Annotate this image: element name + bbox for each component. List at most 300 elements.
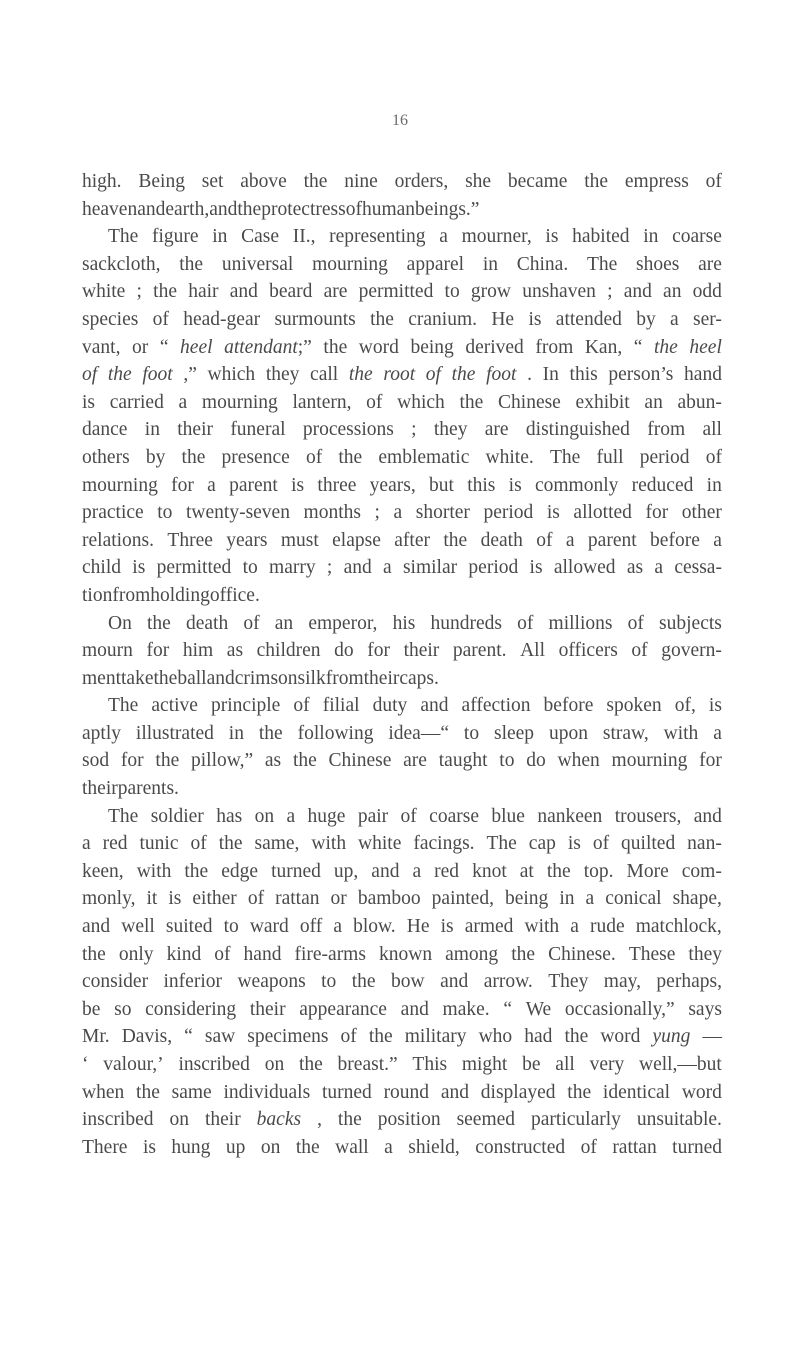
word: to (463, 722, 480, 744)
word: specimens (247, 1026, 329, 1048)
word: head-gear (183, 308, 261, 330)
page-number: 16 (392, 112, 408, 129)
word: is (545, 226, 559, 248)
word: the (459, 391, 484, 413)
word: take (121, 667, 154, 689)
word: but (428, 474, 454, 496)
word: in (559, 888, 575, 910)
word: wall (335, 1136, 369, 1158)
word: the (443, 529, 468, 551)
italic-word: the (654, 336, 678, 358)
word: the (546, 860, 571, 882)
word: above (240, 171, 287, 192)
word: Case (241, 226, 280, 248)
word: an (274, 612, 294, 634)
word: had (524, 1026, 553, 1048)
word: More (626, 860, 669, 882)
word: marry (269, 557, 316, 579)
word: edge (221, 860, 259, 882)
word: similar (402, 557, 458, 579)
text-line (82, 610, 722, 638)
word: presence (221, 446, 290, 468)
word: practice (82, 502, 144, 524)
word: and (400, 998, 429, 1020)
word: the (337, 1109, 362, 1131)
word: from (325, 667, 364, 689)
word: child (82, 557, 121, 579)
word: who (478, 1026, 513, 1048)
word: mourning (82, 474, 158, 496)
word: period (639, 446, 690, 468)
text-line (82, 1106, 722, 1134)
word: his (392, 612, 416, 634)
word: for (146, 640, 170, 662)
word: the (237, 198, 262, 220)
word: in (482, 253, 498, 275)
word: of (214, 943, 231, 965)
word: ; (411, 419, 417, 441)
word: a (439, 226, 448, 248)
word: We (525, 998, 552, 1020)
word: and (623, 281, 652, 303)
word: death (185, 612, 229, 634)
word: the (295, 1136, 320, 1158)
word: sackcloth, (82, 253, 161, 275)
word: in (643, 226, 659, 248)
word: the (298, 1054, 323, 1075)
word: human (361, 198, 416, 220)
word: Chinese (328, 750, 392, 772)
text-line (82, 747, 722, 775)
word: of (247, 888, 265, 910)
word: tion (82, 584, 113, 606)
word: straw, (602, 722, 649, 744)
word: are (484, 419, 509, 441)
word: they (265, 364, 300, 386)
word: with (136, 860, 172, 882)
word: white (82, 281, 126, 303)
word: only (118, 943, 154, 965)
word: hand (243, 943, 282, 965)
word: unshaven (522, 281, 596, 303)
text-line (82, 251, 722, 279)
word: an (663, 281, 682, 303)
word: they (433, 419, 468, 441)
word: by (636, 308, 656, 330)
word: the (136, 1081, 160, 1103)
word: officers (558, 640, 618, 662)
word: the (153, 281, 177, 303)
italic-word: backs (256, 1109, 302, 1131)
word: or (132, 336, 149, 358)
word: office. (209, 584, 260, 606)
word: considering (145, 998, 237, 1020)
word: with (524, 916, 560, 938)
word: emblematic (378, 446, 470, 468)
word: the (218, 833, 243, 855)
word: of (592, 833, 610, 855)
word: upon (548, 722, 588, 744)
word: on (260, 1136, 281, 1158)
word: and (82, 916, 111, 938)
word: position (377, 1109, 441, 1131)
text-line (82, 554, 722, 582)
word: mourner, (461, 226, 532, 248)
word: empress (624, 171, 689, 192)
word: II., (292, 226, 316, 248)
word: of (705, 171, 722, 192)
word: representing (329, 226, 426, 248)
italic-word: foot (142, 364, 173, 386)
word: fire-arms (294, 943, 366, 965)
word: The (586, 253, 618, 275)
word: inscribed (178, 1054, 250, 1075)
word: distinguished (525, 419, 630, 441)
word: crimson (234, 667, 298, 689)
word: high. (82, 171, 122, 192)
word: do (334, 640, 354, 662)
word: — (702, 1026, 722, 1048)
word: The (108, 226, 139, 248)
word: to (157, 502, 173, 524)
word: they (688, 943, 722, 965)
word: “ (503, 998, 512, 1020)
word: rude (589, 916, 625, 938)
word: the (511, 943, 536, 965)
word: caps. (399, 667, 439, 689)
word: the (338, 446, 363, 468)
word: ; (374, 502, 380, 524)
word: on (264, 1054, 285, 1075)
word: the (323, 336, 348, 358)
word: blue (491, 805, 525, 827)
word: individuals (223, 1081, 311, 1103)
word: of (366, 391, 383, 413)
word: months (303, 502, 361, 524)
word: a (713, 529, 722, 551)
word: hand (684, 364, 722, 386)
word: a (713, 722, 722, 744)
word: huge (307, 805, 346, 827)
word: affection (461, 695, 531, 717)
word: the (368, 1026, 393, 1048)
word: are (698, 253, 722, 275)
word: exhibit (575, 391, 630, 413)
word: is (168, 888, 182, 910)
word: as (264, 750, 282, 772)
word: their (249, 998, 286, 1020)
word: saw (204, 1026, 236, 1048)
word: habited (572, 226, 630, 248)
text-line (82, 692, 722, 720)
word: tunic (139, 833, 179, 855)
text-line (82, 168, 722, 196)
word: active (151, 695, 198, 717)
word: illustrated (135, 722, 214, 744)
word: from (535, 336, 574, 358)
word: All (520, 640, 546, 662)
text-line (82, 389, 722, 417)
word: The (549, 446, 581, 468)
word: is (708, 695, 722, 717)
word: pillow,” (191, 750, 254, 772)
text-line (82, 885, 722, 913)
word: inscribed (82, 1109, 154, 1131)
word: of (517, 612, 534, 634)
word: The (486, 833, 517, 855)
word: apparel (406, 253, 465, 275)
word: sleep (493, 722, 535, 744)
word: vant, (82, 336, 121, 358)
word: became (507, 171, 568, 192)
word: He (491, 308, 515, 330)
word: Chinese (498, 391, 561, 413)
word: hundreds (430, 612, 502, 634)
word: China. (516, 253, 569, 275)
word: rattan (612, 1136, 657, 1158)
word: orders, (394, 171, 449, 192)
word: military (404, 1026, 467, 1048)
word: universal (221, 253, 294, 275)
italic-word: the (107, 364, 132, 386)
word: permitted (156, 557, 232, 579)
word: has (216, 805, 243, 827)
word: to (242, 557, 258, 579)
text-line (82, 472, 722, 500)
word: and (440, 971, 469, 993)
word: ‘ (82, 1054, 89, 1075)
word: parent. (452, 640, 507, 662)
word: by (145, 446, 166, 468)
word: cranium. (408, 308, 477, 330)
word: turned (321, 1081, 372, 1103)
text-line (82, 803, 722, 831)
word: ward (249, 916, 289, 938)
word: word (358, 336, 399, 358)
word: On (108, 612, 132, 634)
text-line (82, 306, 722, 334)
word: commonly (534, 474, 619, 496)
word: the (147, 612, 171, 634)
word: either (192, 888, 237, 910)
word: of, (674, 695, 696, 717)
text-line (82, 913, 722, 941)
word: earth, (165, 198, 210, 220)
italic-word: foot (486, 364, 517, 386)
word: other (681, 502, 722, 524)
word: of (305, 446, 323, 468)
word: parent (229, 474, 278, 496)
word: He (406, 916, 430, 938)
word: The (108, 805, 139, 827)
word: They (548, 971, 589, 993)
word: and (137, 198, 166, 220)
word: are (323, 281, 348, 303)
word: word (681, 1081, 722, 1103)
word: are (403, 750, 427, 772)
word: turned (672, 1136, 722, 1158)
word: off (299, 916, 323, 938)
word: nine (344, 171, 378, 192)
word: parents. (117, 778, 179, 800)
word: kind (166, 943, 202, 965)
text-line (82, 444, 722, 472)
word: with (311, 833, 347, 855)
word: in (228, 722, 244, 744)
word: grow (470, 281, 511, 303)
word: ment (82, 667, 121, 689)
word: years, (369, 474, 416, 496)
word: for (699, 750, 722, 772)
word: ,” (183, 364, 197, 386)
italic-word: attendant (224, 336, 298, 358)
word: of (536, 529, 553, 551)
word: nan- (687, 833, 722, 855)
word: occasionally,” (564, 998, 675, 1020)
word: holding (150, 584, 210, 606)
word: their (403, 640, 440, 662)
text-line (82, 196, 722, 224)
word: Being (138, 171, 185, 192)
word: armed (464, 916, 514, 938)
word: emperor, (308, 612, 378, 634)
word: to (499, 750, 515, 772)
word: spoken (606, 695, 662, 717)
word: species (82, 308, 139, 330)
word: is (546, 502, 560, 524)
word: all (555, 1054, 575, 1075)
word: a (393, 502, 403, 524)
word: aptly (82, 722, 121, 744)
word: their (177, 419, 213, 441)
word: cap (528, 833, 556, 855)
word: processions (302, 419, 394, 441)
word: principle (211, 695, 281, 717)
word: says (688, 998, 722, 1020)
word: odd (692, 281, 722, 303)
word: This (412, 1054, 448, 1075)
word: twenty-seven (186, 502, 290, 524)
word: is (567, 833, 581, 855)
word: for (120, 750, 144, 772)
word: a (412, 860, 422, 882)
word: known (378, 943, 433, 965)
word: is (528, 308, 542, 330)
word: permitted (358, 281, 434, 303)
word: years (226, 529, 268, 551)
word: coarse (429, 805, 479, 827)
word: up, (333, 860, 359, 882)
word: ball (177, 667, 207, 689)
word: this (467, 474, 496, 496)
word: white. (485, 446, 534, 468)
word: period (468, 557, 519, 579)
word: and (420, 695, 449, 717)
word: rattan (275, 888, 320, 910)
word: a (654, 557, 664, 579)
word: person’s (608, 364, 674, 386)
word: a (565, 529, 575, 551)
word: protectress (261, 198, 346, 220)
word: when (557, 750, 600, 772)
word: the (567, 1081, 592, 1103)
text-line (82, 1051, 722, 1079)
word: particularly (531, 1109, 621, 1131)
text-line (82, 1134, 722, 1162)
word: set (201, 171, 224, 192)
text-line (82, 582, 722, 610)
word: the (153, 667, 178, 689)
italic-word: the (348, 364, 373, 386)
word: for (645, 502, 669, 524)
word: at (519, 860, 534, 882)
word: lantern, (292, 391, 352, 413)
word: top. (583, 860, 614, 882)
word: relations. (82, 529, 155, 551)
word: shield, (408, 1136, 460, 1158)
word: well,—but (638, 1054, 722, 1075)
text-line (82, 637, 722, 665)
word: it (146, 888, 158, 910)
body-text (82, 168, 722, 1161)
word: painted, (431, 888, 494, 910)
word: as (626, 557, 644, 579)
word: consider (82, 971, 149, 993)
word: so (114, 998, 132, 1020)
word: displayed (480, 1081, 556, 1103)
word: In (542, 364, 559, 386)
word: com- (681, 860, 722, 882)
word: and (206, 667, 235, 689)
text-line (82, 1079, 722, 1107)
word: period (483, 502, 534, 524)
word: bamboo (357, 888, 421, 910)
word: a (670, 308, 679, 330)
word: to (223, 916, 239, 938)
word: matchlock, (635, 916, 722, 938)
word: allowed (553, 557, 616, 579)
word: carried (109, 391, 164, 413)
text-line (82, 665, 722, 693)
word: identical (602, 1081, 671, 1103)
word-group (224, 334, 312, 362)
word: dance (82, 419, 128, 441)
word: a (178, 391, 188, 413)
word: in (144, 419, 160, 441)
word: the (351, 971, 376, 993)
word: or (330, 888, 347, 910)
word: before (650, 529, 700, 551)
text-line (82, 334, 722, 362)
word: beard (269, 281, 313, 303)
word: heaven (82, 198, 138, 220)
word: a (383, 557, 392, 579)
word: with (663, 722, 699, 744)
word: millions (548, 612, 613, 634)
word: and (693, 805, 722, 827)
word: turned (271, 860, 321, 882)
word: a (585, 888, 595, 910)
text-line (82, 775, 722, 803)
word: do (526, 750, 546, 772)
word: filial (322, 695, 360, 717)
text-line (82, 361, 722, 389)
word: trousers, (614, 805, 682, 827)
word: mourning (201, 391, 278, 413)
word: beings.” (415, 198, 480, 220)
word: an (644, 391, 663, 413)
word: be (522, 1054, 541, 1075)
